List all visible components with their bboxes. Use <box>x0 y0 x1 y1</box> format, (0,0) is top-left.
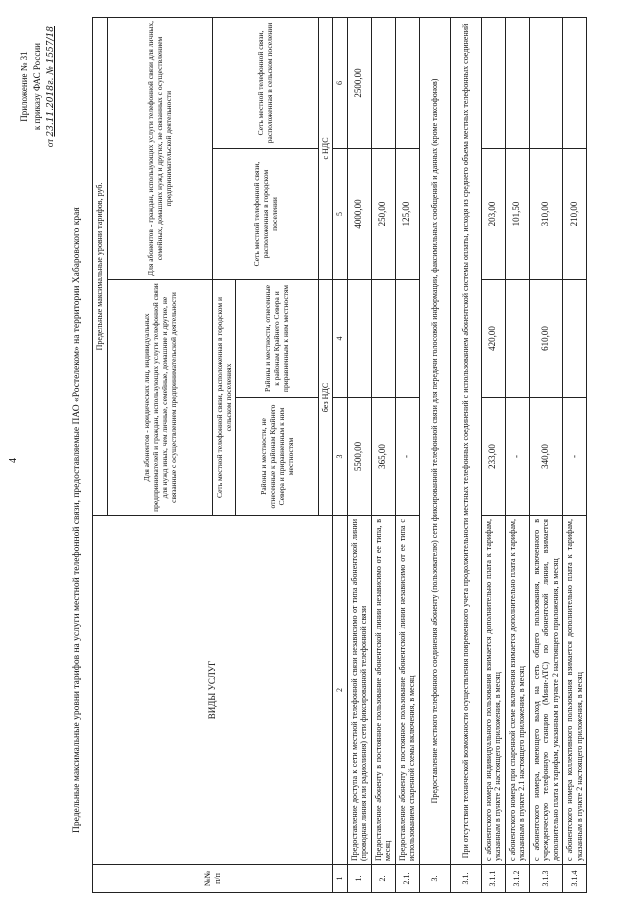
appendix-line2: к приказу ФАС России <box>32 43 42 131</box>
row-num: 2. <box>371 865 395 893</box>
tariff-table <box>92 17 587 893</box>
table-row <box>505 17 529 892</box>
header-citizens-urban: Сеть местной телефонной связи, расположенная в городском поселении <box>212 149 318 280</box>
header-legal-non-north: Районы и местности, не отнесенные к районам Крайнего Севера и приравненным к ним местностям <box>235 398 318 516</box>
header-services: ВИДЫ УСЛУГ <box>93 516 333 865</box>
row-value-3: - <box>563 398 587 516</box>
row-value-4 <box>347 280 371 398</box>
table-row <box>481 17 505 892</box>
colnum-6: 6 <box>333 17 348 148</box>
row-value-5: 310,00 <box>529 149 563 280</box>
page-number: 4 <box>8 458 19 463</box>
row-value-6 <box>529 17 563 148</box>
row-value-6 <box>481 17 505 148</box>
row-value-6: 2500,00 <box>347 17 371 148</box>
table-row <box>450 17 481 892</box>
table-row <box>347 17 371 892</box>
header-num: №№ п/п <box>93 865 333 893</box>
row-value-6 <box>371 17 395 148</box>
row-num: 1. <box>347 865 371 893</box>
row-num: 3.1.3 <box>529 865 563 893</box>
header-citizens-rural: Сеть местной телефонной связи, расположенная в сельском поселении <box>212 17 318 148</box>
row-service-section: Предоставление местного телефонного соединения абоненту (пользователю) сети фиксированной телефонной связи для передачи голосовой информации, факсимильных сообщений и данных (кроме таксофонов) <box>419 17 450 864</box>
row-service: Предоставление доступа к сети местной телефонной связи независимо от типа абонентской линии (проводная линия или радиолиния) сети фиксированной телефонной связи <box>347 516 371 865</box>
column-number-row <box>333 17 348 892</box>
row-value-5: 203,00 <box>481 149 505 280</box>
row-num: 2.1. <box>395 865 419 893</box>
table-row <box>371 17 395 892</box>
row-value-5: 4000,00 <box>347 149 371 280</box>
row-value-4 <box>371 280 395 398</box>
row-value-4 <box>563 280 587 398</box>
row-value-6 <box>505 17 529 148</box>
colnum-4: 4 <box>333 280 348 398</box>
header-legal-network: Сеть местной телефонной связи, расположенная в городском и сельском поселениях <box>212 280 235 516</box>
row-value-5: 101,50 <box>505 149 529 280</box>
row-value-6 <box>395 17 419 148</box>
table-row <box>419 17 450 892</box>
header-group-citizens: Для абонентов - граждан, использующих услуги телефонной связи для личных, семейных, домашних нужд и других, не связанных с осуществлением предпринимательской деятельности <box>107 17 212 279</box>
row-num: 3.1.1 <box>481 865 505 893</box>
colnum-2: 2 <box>333 516 348 865</box>
header-vat-incl: с НДС <box>318 17 333 279</box>
appendix-line1: Приложение № 31 <box>19 51 29 122</box>
row-value-4: 420,00 <box>481 280 505 398</box>
table-row <box>563 17 587 892</box>
header-row-1 <box>93 17 108 892</box>
row-service: с абонентского номера индивидуального пользования взимается дополнительно плата к тарифам, указанным в пункте 2 настоящего приложения, в месяц <box>481 516 505 865</box>
row-value-4 <box>505 280 529 398</box>
row-value-3: 5500,00 <box>347 398 371 516</box>
header-group-legal: Для абонентов - юридических лиц, индивидуальных предпринимателей и граждан, использующих услуги телефонной связи для нужд иных, чем личные, семейные, домашние и другие, не связанные с осуществлением предпринимательской деятельности <box>107 280 212 516</box>
row-value-5: 210,00 <box>563 149 587 280</box>
table-row <box>529 17 563 892</box>
row-value-4 <box>395 280 419 398</box>
row-value-5: 250,00 <box>371 149 395 280</box>
header-legal-north: Районы и местности, отнесенные к районам Крайнего Севера и приравненным к ним местностям <box>235 280 318 398</box>
row-service: Предоставление абоненту в постоянное пользование абонентской линии независимо от ее типа с использованием спаренной схемы включения, в месяц <box>395 516 419 865</box>
appendix-date-prefix: от <box>45 138 55 148</box>
colnum-1: 1 <box>333 865 348 893</box>
row-value-4: 610,00 <box>529 280 563 398</box>
row-value-3: - <box>395 398 419 516</box>
row-service: с абонентского номера, имеющего выход на сеть общего пользования, включенного в учрежденческую телефонную станцию (Мини-АТС) по абонентской линии, взимается дополнительно плата к тарифам, указанным в пункте 2 настоящего приложения, в месяц <box>529 516 563 865</box>
appendix-date: 23.11.2018г. № 1557/18 <box>46 26 56 137</box>
colnum-5: 5 <box>333 149 348 280</box>
row-num: 3. <box>419 865 450 893</box>
row-value-3: - <box>505 398 529 516</box>
table-row <box>395 17 419 892</box>
document-title: Предельные максимальные уровни тарифов на услуги местной телефонной связи, предоставляемые ПАО «Ростелеком» на территории Хабаровского края <box>72 207 82 833</box>
appendix-line3 <box>44 26 58 147</box>
row-num: 3.1.4 <box>563 865 587 893</box>
row-service: с абонентского номера коллективного пользования взимается дополнительно плата к тарифам, указанным в пункте 2 настоящего приложения, в месяц <box>563 516 587 865</box>
row-value-3: 233,00 <box>481 398 505 516</box>
row-num: 3.1. <box>450 865 481 893</box>
row-service: с абонентского номера при спаренной схеме включения взимается дополнительно плата к тарифам, указанным в пункте 2.1 настоящего приложения, в месяц <box>505 516 529 865</box>
row-num: 3.1.2 <box>505 865 529 893</box>
appendix-block <box>18 26 58 147</box>
header-vat-excl: без НДС <box>318 280 333 516</box>
header-limits-title: Предельные максимальные уровни тарифов, руб. <box>93 17 108 515</box>
row-service-section: При отсутствии технической возможности осуществления повременного учета продолжительности местных телефонных соединений с использованием абонентской системы оплаты, исходя из среднего объема местных телефонных соединений <box>450 17 481 864</box>
row-value-3: 365,00 <box>371 398 395 516</box>
row-value-5: 125,00 <box>395 149 419 280</box>
row-value-3: 340,00 <box>529 398 563 516</box>
row-service: Предоставление абоненту в постоянное пользование абонентской линии независимо от ее типа, в месяц <box>371 516 395 865</box>
colnum-3: 3 <box>333 398 348 516</box>
row-value-6 <box>563 17 587 148</box>
